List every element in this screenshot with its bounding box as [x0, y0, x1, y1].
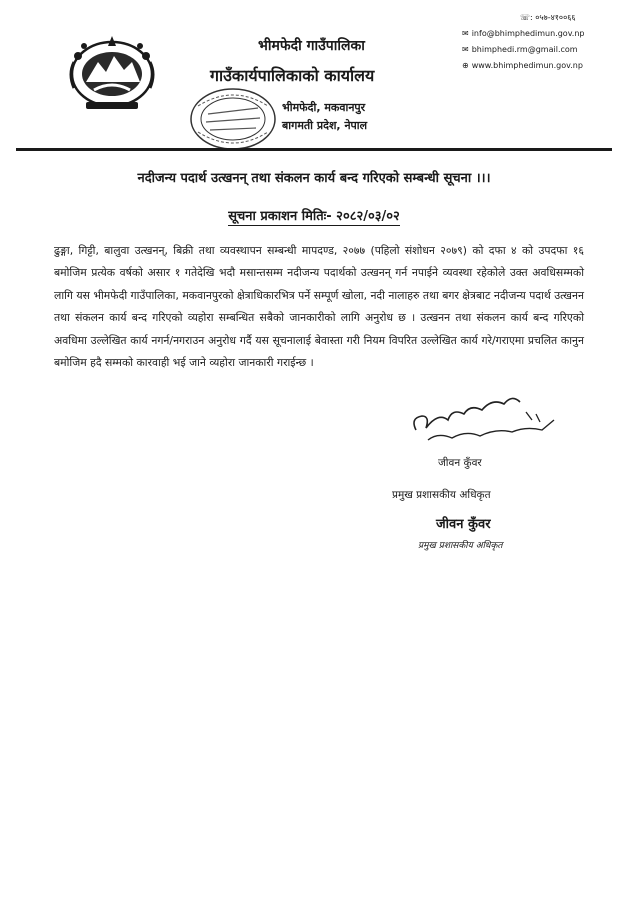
- office-name: गाउँकार्यपालिकाको कार्यालय: [210, 66, 375, 85]
- contact-website[interactable]: [462, 61, 583, 70]
- notice-body: ढुङ्गा, गिट्टी, बालुवा उत्खनन्, बिक्री तथा व्यवस्थापन सम्बन्धी मापदण्ड, २०७७ (पहिलो संशोधन २०७९) को दफा ४ को उपदफा १६ बमोजिम प्रत्येक वर्षको असार १ गतेदेखि भदौ मसान्तसम्म नदीजन्य पदार्थको उत्खनन् गर्न नपाईने व्यवस्था रहेकोले उक्त अवधिसम्मको लागि यस भीमफेदी गाउँपालिका, मकवानपुरको क्षेत्राधिकारभित्र पर्ने सम्पूर्ण खोला, नदी नालाहरु तथा बगर क्षेत्रबाट नदीजन्य पदार्थ उत्खनन तथा संकलन कार्य बन्द गरिएको व्यहोरा सम्बन्धित सबैको जानकारीको लागि अनुरोध छ । उत्खनन तथा संकलन कार्य बन्द गरिएको अवधिमा उल्लेखित कार्य नगर्न/नगराउन अनुरोध गर्दै यस सूचनालाई बेवास्ता गरी नियम विपरित उल्लेखित कार्य गरे/गराएमा प्रचलित कानुन बमोजिम हदै सम्मको कारवाही भई जाने व्यहोरा जानकारी गराईन्छ ।: [54, 244, 584, 370]
- contact-text: info@bhimphedimun.gov.np: [471, 29, 585, 38]
- municipality-name: भीमफेदी गाउँपालिका: [258, 38, 365, 54]
- notice-title: नदीजन्य पदार्थ उत्खनन् तथा संकलन कार्य बन्द गरिएको सम्बन्धी सूचना ।।।: [137, 171, 491, 186]
- office-seal-stamp: [188, 86, 278, 152]
- publication-date-text: सूचना प्रकाशन मितिः- २०८२/०३/०२: [228, 209, 400, 224]
- signatory-designation: प्रमुख प्रशासकीय अधिकृत: [392, 489, 491, 501]
- contact-text: www.bhimphedimun.gov.np: [471, 61, 583, 70]
- handwritten-signature: [408, 390, 558, 452]
- address-line-2: बागमती प्रदेश, नेपाल: [282, 119, 368, 132]
- contact-email-gmail[interactable]: [462, 45, 578, 54]
- phone-number: ☏: ०५७-४१००६६: [520, 13, 576, 22]
- contact-text: bhimphedi.rm@gmail.com: [471, 45, 578, 54]
- email-icon: ✉: [462, 45, 469, 54]
- nepal-emblem-logo: [64, 32, 160, 112]
- name-stamp: जीवन कुँवर: [436, 517, 491, 532]
- email-icon: ✉: [462, 29, 469, 38]
- signatory-name: जीवन कुँवर: [438, 457, 482, 469]
- contact-email-info[interactable]: [462, 29, 585, 38]
- header-divider: [16, 148, 612, 151]
- web-icon: ⊕: [462, 61, 469, 70]
- publication-date: [0, 206, 628, 224]
- designation-stamp: प्रमुख प्रशासकीय अधिकृत: [418, 541, 503, 551]
- address-line-1: भीमफेदी, मकवानपुर: [282, 101, 366, 114]
